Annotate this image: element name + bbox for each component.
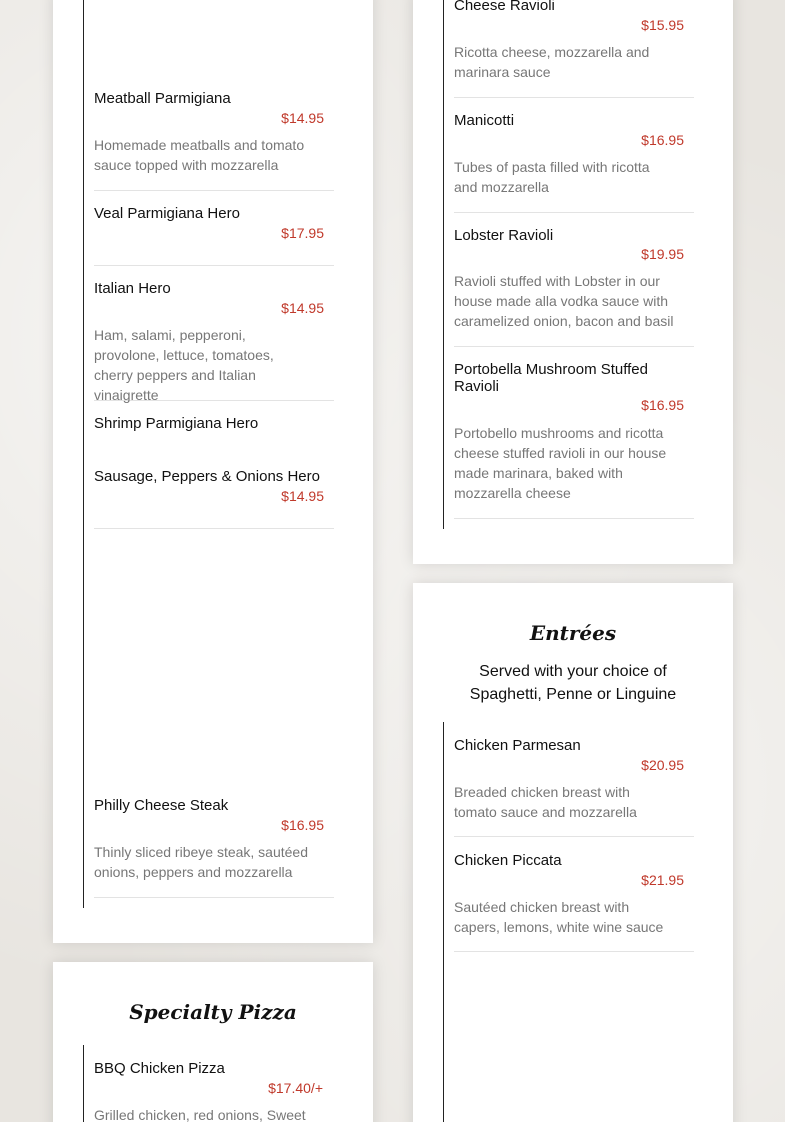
menu-card-heroes (53, 0, 373, 943)
menu-item (454, 0, 694, 98)
item-price: $14.95 (281, 110, 324, 126)
item-description: Ravioli stuffed with Lobster in our house made alla vodka sauce with caramelized onion, bacon and basil (454, 273, 674, 329)
item-name: Italian Hero (94, 280, 171, 297)
menu-item (94, 468, 334, 529)
menu-item (94, 205, 334, 266)
menu-column (83, 1045, 343, 1122)
menu-item (454, 852, 694, 952)
menu-item (94, 797, 334, 898)
menu-item (94, 90, 334, 191)
menu-column (443, 722, 703, 1122)
item-description: Thinly sliced ribeye steak, sautéed onions, peppers and mozzarella (94, 844, 308, 880)
item-name: Shrimp Parmigiana Hero (94, 415, 259, 432)
menu-column (83, 0, 343, 908)
menu-item (94, 280, 334, 401)
item-price: $21.95 (641, 872, 684, 888)
section-title: Specialty Pizza (129, 1000, 297, 1024)
item-price: $17.40/+ (268, 1080, 323, 1096)
item-description: Grilled chicken, red onions, Sweet (94, 1107, 306, 1122)
item-name: Chicken Piccata (454, 852, 562, 869)
item-price: $19.95 (641, 246, 684, 262)
item-name: Chicken Parmesan (454, 737, 581, 754)
item-name: Sausage, Peppers & Onions Hero (94, 468, 320, 485)
item-name: Lobster Ravioli (454, 227, 554, 244)
section-subtitle (413, 660, 733, 706)
section-subtitle-text: Served with your choice of Spaghetti, Penne or Linguine (469, 663, 677, 703)
menu-card-pasta (413, 0, 733, 564)
item-name: Veal Parmigiana Hero (94, 205, 240, 222)
menu-item (454, 227, 694, 347)
item-description: Ham, salami, pepperoni, provolone, lettuce, tomatoes, cherry peppers and Italian vinaigrette (94, 327, 274, 403)
item-price: $16.95 (281, 817, 324, 833)
item-description: Sautéed chicken breast with capers, lemons, white wine sauce (454, 899, 664, 935)
section-title: Entrées (529, 621, 617, 645)
item-price: $16.95 (641, 397, 684, 413)
item-description: Ricotta cheese, mozzarella and marinara sauce (454, 44, 650, 80)
item-description: Homemade meatballs and tomato sauce topped with mozzarella (94, 137, 305, 173)
item-name: Meatball Parmigiana (94, 90, 231, 107)
menu-card-specialty-pizza (53, 962, 373, 1122)
menu-item (454, 361, 694, 519)
menu-item (454, 112, 694, 213)
item-name: BBQ Chicken Pizza (94, 1060, 225, 1077)
item-price: $15.95 (641, 17, 684, 33)
menu-item (94, 415, 334, 455)
item-name: Philly Cheese Steak (94, 797, 229, 814)
item-name: Manicotti (454, 112, 515, 129)
menu-column (443, 0, 703, 529)
item-price: $14.95 (281, 300, 324, 316)
item-name: Portobella Mushroom Stuffed Ravioli (454, 361, 648, 395)
item-price: $16.95 (641, 132, 684, 148)
item-price: $20.95 (641, 757, 684, 773)
item-price: $14.95 (281, 488, 324, 504)
menu-item (454, 737, 694, 837)
item-description: Portobello mushrooms and ricotta cheese stuffed ravioli in our house made marinara, baked with mozzarella cheese (454, 425, 667, 501)
menu-item (94, 1060, 334, 1122)
item-price: $17.95 (281, 225, 324, 241)
item-name: Cheese Ravioli (454, 0, 555, 14)
menu-card-entrees (413, 583, 733, 1122)
item-description: Tubes of pasta filled with ricotta and mozzarella (454, 159, 650, 195)
item-description: Breaded chicken breast with tomato sauce and mozzarella (454, 784, 637, 820)
